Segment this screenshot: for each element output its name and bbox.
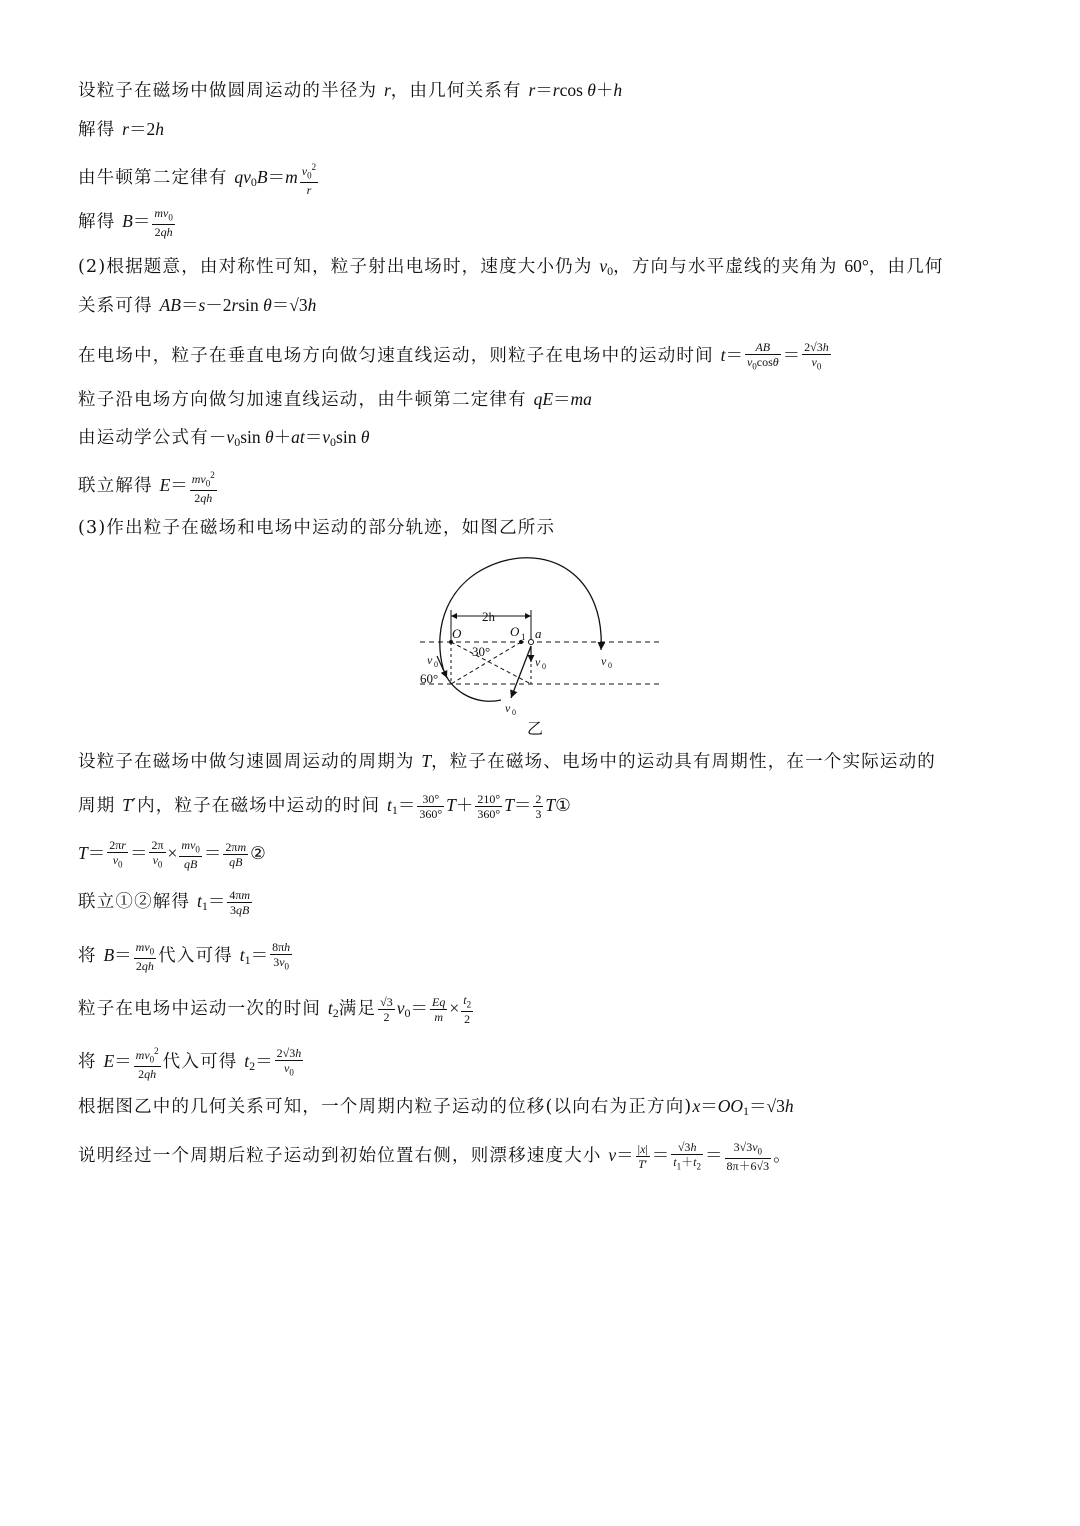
label-v0-right: v	[601, 654, 607, 668]
trajectory-figure	[405, 550, 675, 740]
line-10: 联立解得 E＝ $\frac{mv_0^2}{2qh}$	[78, 470, 215, 506]
line-7: 在电场中，粒子在垂直电场方向做匀速直线运动，则粒子在电场中的运动时间 t＝ $\frac{AB}{v_0\cos\theta}$ ＝ $\frac{2√3h}{v_0}$	[78, 340, 829, 372]
label-2h: 2h	[482, 609, 495, 624]
line-5: (2)根据题意，由对称性可知，粒子射出电场时，速度大小仍为 v0，方向与水平虚线的夹角为 60°，由几何	[78, 256, 944, 278]
line-4: 解得 B＝ $\frac{mv_0}{2qh}$	[78, 206, 173, 240]
label-O1: O	[510, 624, 520, 639]
label-v0-left: v	[427, 653, 433, 667]
label-30deg: 30°	[472, 644, 491, 659]
line-1: 设粒子在磁场中做圆周运动的半径为 r，由几何关系有 r＝rcos θ＋h	[78, 80, 623, 101]
line-2: 解得 r＝2h	[78, 119, 164, 140]
line-19: 根据图乙中的几何关系可知，一个周期内粒子运动的位移(以向右为正方向)x＝OO1＝√3h	[78, 1096, 794, 1118]
label-v0-mid-sub: 0	[542, 662, 546, 671]
label-v0-right-sub: 0	[608, 661, 612, 670]
label-v0-bottom: v	[505, 701, 511, 715]
label-v0-left-sub: 0	[434, 660, 438, 669]
line-20: 说明经过一个周期后粒子运动到初始位置右侧，则漂移速度大小 v＝ $\frac{|x|}{T'}$ ＝ $\frac{√3h}{t_1+t_2}$ ＝ $\frac{3√3v_0}{8\pi+6√3}$ 。	[78, 1140, 792, 1174]
label-O: O	[452, 626, 462, 641]
line-8: 粒子沿电场方向做匀加速直线运动，由牛顿第二定律有 qE＝ma	[78, 389, 592, 410]
label-60deg: 60°	[420, 671, 439, 686]
line-12: 设粒子在磁场中做匀速圆周运动的周期为 T，粒子在磁场、电场中的运动具有周期性，在一个实际运动的	[78, 751, 937, 772]
line-15: 联立①②解得 t1＝ $\frac{4\pi m}{3qB}$	[78, 888, 251, 917]
figure-caption: 乙	[527, 719, 544, 738]
line-14: T＝ $\frac{2\pi r}{v_0}$ ＝ $\frac{2\pi}{v_0}$ × $\frac{mv_0}{qB}$ ＝ $\frac{2\pi m}{qB}$ ②	[78, 838, 266, 872]
label-v0-bottom-sub: 0	[512, 708, 516, 717]
label-O1-sub: 1	[521, 632, 526, 642]
line-13: 周期 T′内，粒子在磁场中运动的时间 t1＝ $\frac{30^\circ}{360^\circ}$ T＋ $\frac{210^\circ}{360^\circ}$ T＝ $\frac{2}{3}$ T①	[78, 792, 571, 821]
line-18: 将 E＝ $\frac{mv_0^2}{2qh}$ 代入可得 t2＝ $\frac{2√3h}{v_0}$	[78, 1046, 302, 1082]
line-16: 将 B＝ $\frac{mv_0}{2qh}$ 代入可得 t1＝ $\frac{8\pi h}{3v_0}$	[78, 940, 291, 974]
line-11: (3)作出粒子在磁场和电场中运动的部分轨迹，如图乙所示	[78, 518, 556, 538]
line-17: 粒子在电场中运动一次的时间 t2满足 $\frac{√3}{2}$ v0＝ $\frac{Eq}{m}$ × $\frac{t_2}{2}$	[78, 993, 472, 1027]
line-6: 关系可得 AB＝s－2rsin θ＝√3h	[78, 295, 317, 316]
label-a: a	[535, 626, 542, 641]
line-9: 由运动学公式有－v0sin θ＋at＝v0sin θ	[78, 427, 370, 449]
line-3: 由牛顿第二定律有 qv0B＝m $\frac{v_0^2}{r}$	[78, 162, 317, 198]
label-v0-mid: v	[535, 655, 541, 669]
